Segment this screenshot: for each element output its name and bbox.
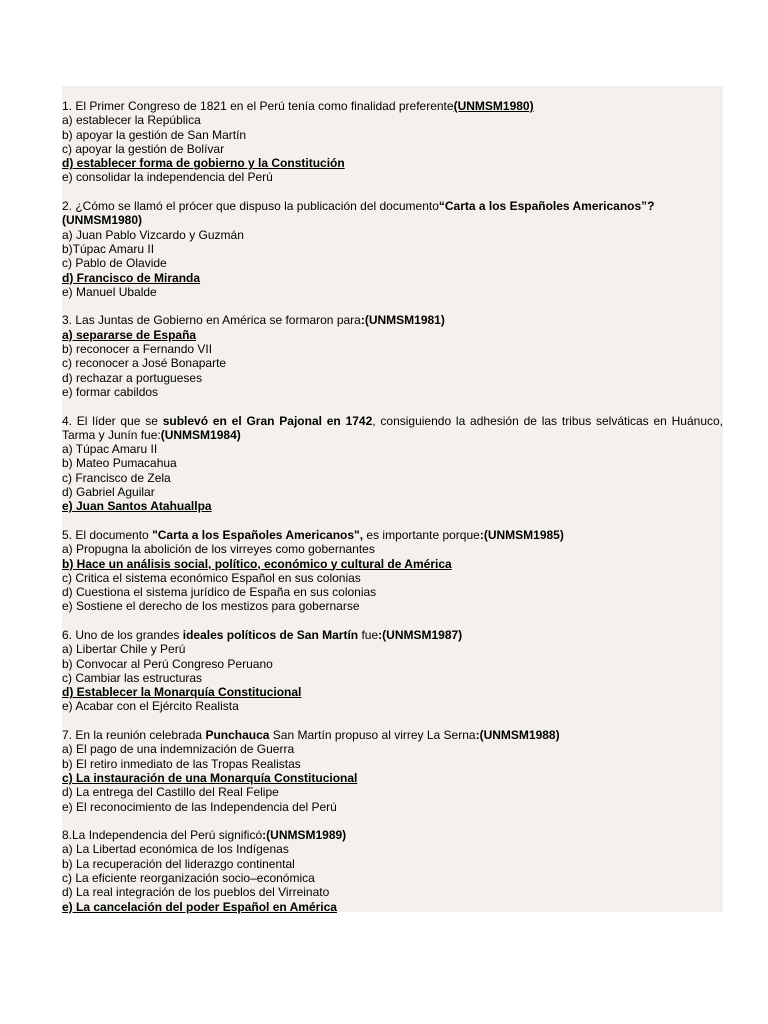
prompt-emphasis: "Carta a los Españoles Americanos", xyxy=(152,527,364,542)
answer-option: e) Manuel Ubalde xyxy=(62,284,157,299)
correct-answer-option: d) Establecer la Monarquía Constitucional xyxy=(62,685,302,700)
question-block xyxy=(62,313,723,399)
correct-answer-option: e) La cancelación del poder Español en América xyxy=(62,899,337,914)
answer-option: b) Mateo Pumacahua xyxy=(62,456,177,471)
question-prompt xyxy=(62,728,723,742)
answer-option: b) apoyar la gestión de San Martín xyxy=(62,127,247,142)
prompt-emphasis: :(UNMSM1985) xyxy=(479,527,564,542)
answer-option: a) Túpac Amaru II xyxy=(62,442,158,457)
question-prompt xyxy=(62,99,723,113)
question-block xyxy=(62,199,723,299)
answer-option: b) Convocar al Perú Congreso Peruano xyxy=(62,656,273,671)
answer-option: e) Sostiene el derecho de los mestizos para gobernarse xyxy=(62,599,360,614)
answer-option: e) Acabar con el Ejército Realista xyxy=(62,699,239,714)
prompt-emphasis: “Carta a los Españoles Americanos”? xyxy=(438,199,655,214)
answer-option: a) La Libertad económica de los Indígenas xyxy=(62,842,289,857)
prompt-emphasis: (UNMSM1980) xyxy=(62,213,143,228)
prompt-text: 1. El Primer Congreso de 1821 en el Perú tenía como finalidad preferente xyxy=(62,99,454,113)
question-prompt xyxy=(62,199,723,228)
answer-option: d) La entrega del Castillo del Real Felipe xyxy=(62,785,279,800)
answer-option: c) Cambiar las estructuras xyxy=(62,670,203,685)
prompt-emphasis: :(UNMSM1989) xyxy=(262,828,347,843)
prompt-emphasis: (UNMSM1984) xyxy=(160,427,241,442)
question-block xyxy=(62,99,723,185)
answer-option: c) reconocer a José Bonaparte xyxy=(62,356,227,371)
prompt-text: 7. En la reunión celebrada xyxy=(62,728,206,743)
answer-option: a) Juan Pablo Vizcardo y Guzmán xyxy=(62,227,244,242)
question-block xyxy=(62,414,723,514)
correct-answer-option: b) Hace un análisis social, político, económico y cultural de América xyxy=(62,556,452,571)
question-sheet xyxy=(62,86,723,912)
question-block xyxy=(62,528,723,614)
answer-option: a) establecer la República xyxy=(62,113,201,128)
correct-answer-option: d) Francisco de Miranda xyxy=(62,270,201,285)
prompt-text: 5. El documento xyxy=(62,527,153,542)
answer-option: c) Pablo de Olavide xyxy=(62,256,167,271)
prompt-text: , consiguiendo la adhesión de las tribus selváticas en Huánuco, Tarma y Junín fue: xyxy=(62,413,724,442)
answer-option: d) Cuestiona el sistema jurídico de España en sus colonias xyxy=(62,585,377,600)
prompt-text: 2. ¿Cómo se llamó el prócer que dispuso la publicación del documento xyxy=(62,199,439,214)
question-block xyxy=(62,828,723,914)
answer-option: e) consolidar la independencia del Perú xyxy=(62,170,273,185)
question-prompt xyxy=(62,528,723,542)
answer-option: b) El retiro inmediato de las Tropas Realistas xyxy=(62,756,301,771)
answer-option: e) formar cabildos xyxy=(62,384,159,399)
answer-option: b) La recuperación del liderazgo continental xyxy=(62,856,295,871)
question-prompt xyxy=(62,628,723,642)
correct-answer-option: a) separarse de España xyxy=(62,327,197,342)
prompt-emphasis: :(UNMSM1981) xyxy=(360,313,445,328)
prompt-text: 3. Las Juntas de Gobierno en América se formaron para xyxy=(62,313,361,328)
question-prompt xyxy=(62,828,723,842)
prompt-text: 8.La Independencia del Perú significó xyxy=(62,828,263,843)
prompt-emphasis: ideales políticos de San Martín xyxy=(182,627,359,642)
prompt-text: es importante porque xyxy=(363,527,480,542)
answer-option: a) El pago de una indemnización de Guerra xyxy=(62,742,295,757)
correct-answer-option: c) La instauración de una Monarquía Constitucional xyxy=(62,770,358,785)
answer-option: c) apoyar la gestión de Bolívar xyxy=(62,141,225,156)
answer-option: c) La eficiente reorganización socio–económica xyxy=(62,871,315,886)
answer-option: b)Túpac Amaru II xyxy=(62,241,155,256)
question-block xyxy=(62,728,723,814)
prompt-text: San Martín propuso al virrey La Serna xyxy=(269,728,476,743)
answer-option: a) Propugna la abolición de los virreyes como gobernantes xyxy=(62,542,375,557)
correct-answer-option: e) Juan Santos Atahuallpa xyxy=(62,499,212,514)
answer-option: d) La real integración de los pueblos del Virreinato xyxy=(62,885,330,900)
prompt-text: 6. Uno de los grandes xyxy=(62,627,183,642)
prompt-text: 4. El líder que se xyxy=(62,413,163,428)
answer-option: d) rechazar a portugueses xyxy=(62,370,203,385)
prompt-text: fue xyxy=(358,627,379,642)
answer-option: c) Francisco de Zela xyxy=(62,470,171,485)
answer-option: a) Libertar Chile y Perú xyxy=(62,642,186,657)
question-block xyxy=(62,628,723,714)
prompt-emphasis: :(UNMSM1987) xyxy=(378,627,463,642)
prompt-emphasis: :(UNMSM1988) xyxy=(475,728,560,743)
prompt-emphasis: sublevó en el Gran Pajonal en 1742 xyxy=(162,413,373,428)
question-prompt xyxy=(62,414,723,443)
prompt-emphasis: Punchauca xyxy=(205,728,270,743)
answer-option: b) reconocer a Fernando VII xyxy=(62,342,213,357)
prompt-emphasis: (UNMSM1980) xyxy=(453,99,534,113)
answer-option: e) El reconocimiento de las Independencia del Perú xyxy=(62,799,337,814)
correct-answer-option: d) establecer forma de gobierno y la Constitución xyxy=(62,156,345,171)
answer-option: c) Critica el sistema económico Español en sus colonias xyxy=(62,570,361,585)
answer-option: d) Gabriel Aguilar xyxy=(62,485,155,500)
question-prompt xyxy=(62,313,723,327)
